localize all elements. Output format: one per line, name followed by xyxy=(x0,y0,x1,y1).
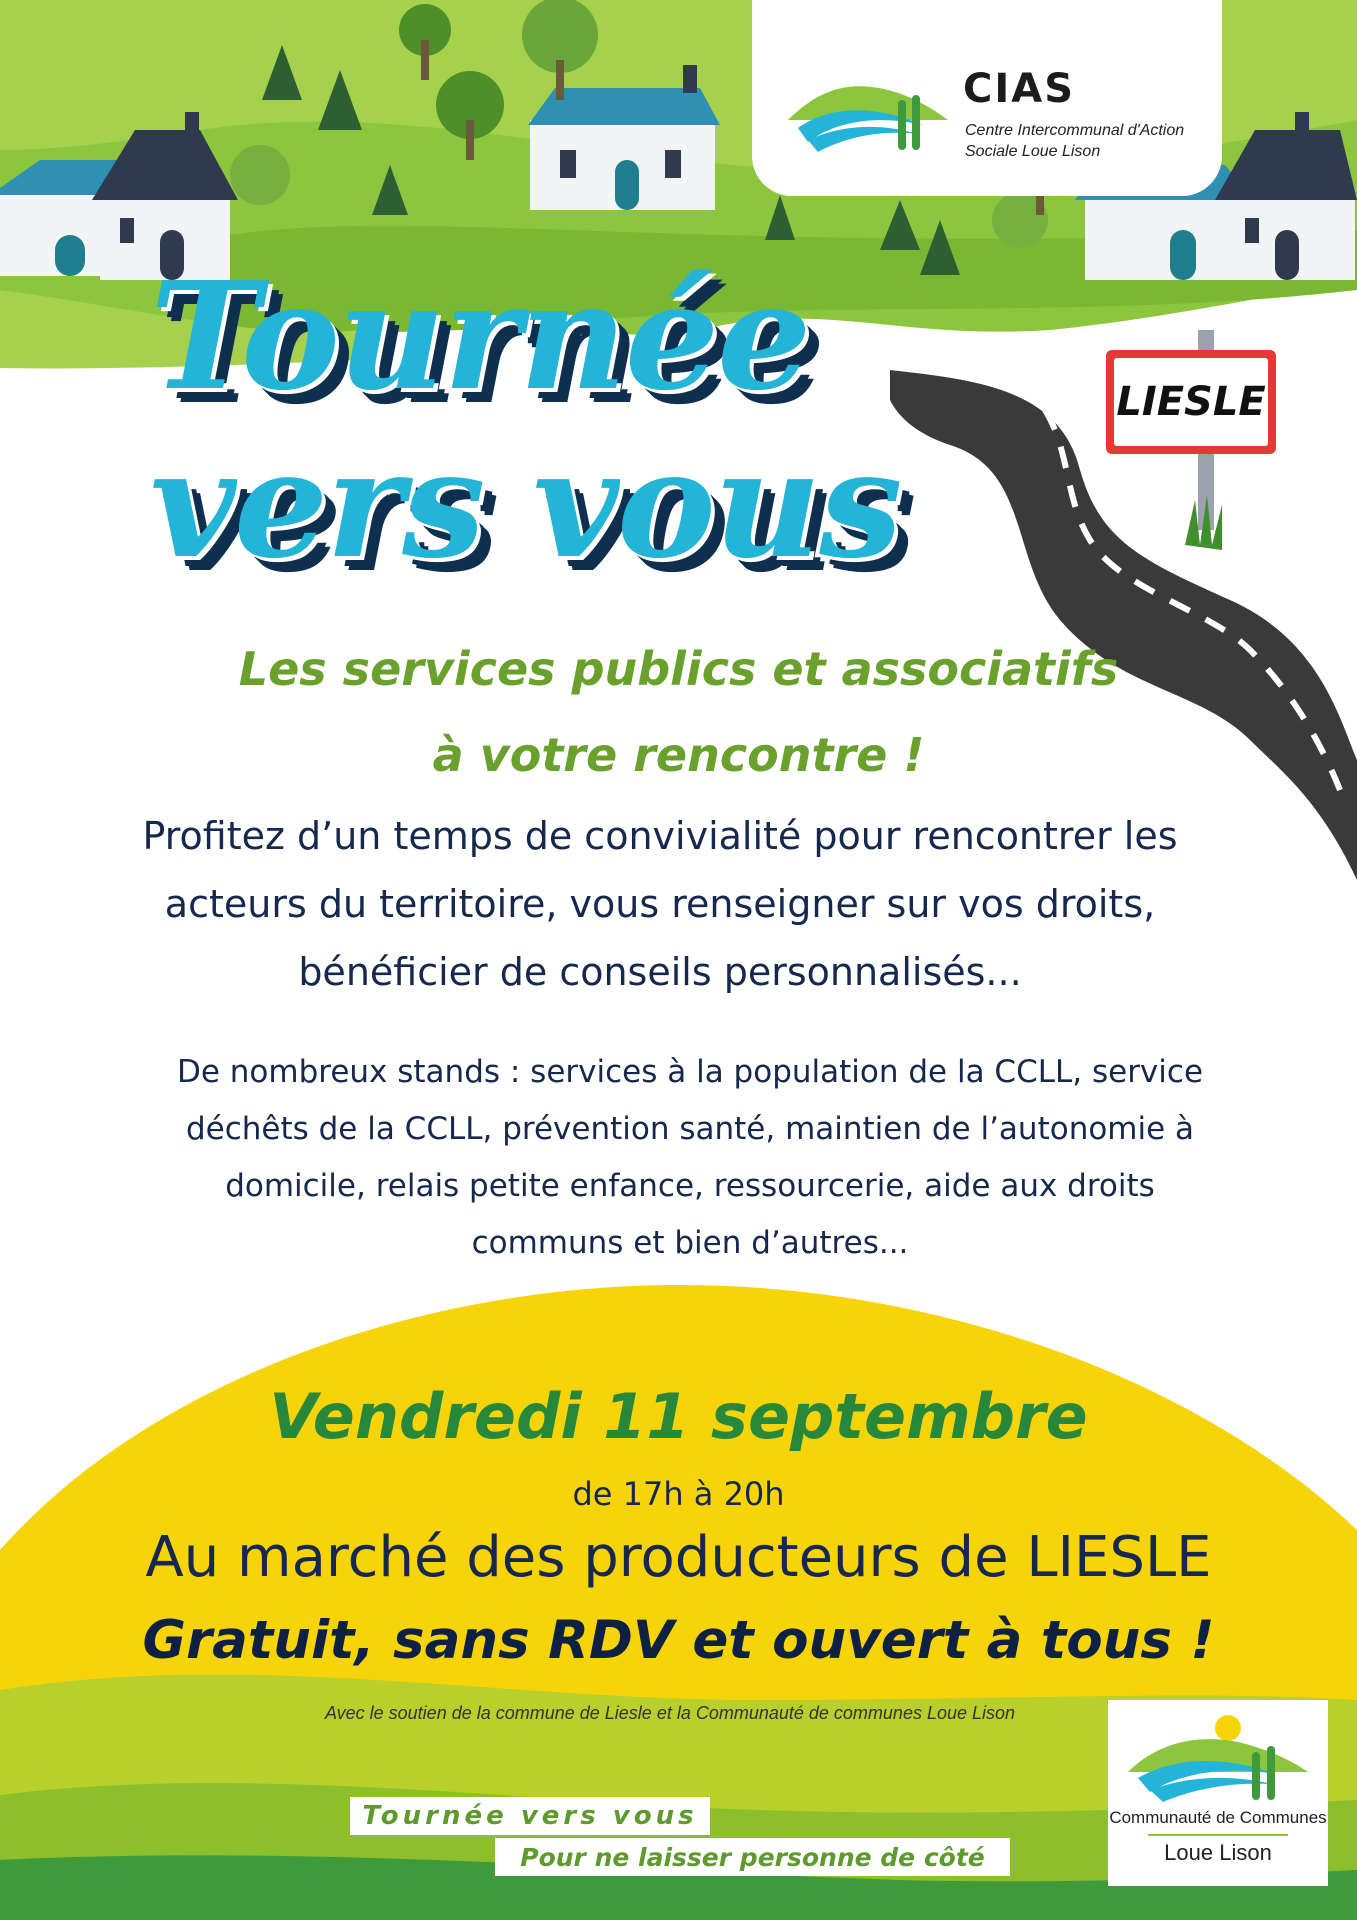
event-hours: de 17h à 20h xyxy=(572,1475,785,1513)
subtitle-line-1: Les services publics et associatifs xyxy=(238,642,1119,696)
stands-line: communs et bien d’autres... xyxy=(471,1225,909,1261)
title-line-2: vers vous xyxy=(150,417,901,591)
intro-line: Profitez d’un temps de convivialité pour rencontrer les xyxy=(142,814,1178,858)
cc-logo-divider xyxy=(1148,1834,1288,1836)
intro-line: acteurs du territoire, vous renseigner sur vos droits, xyxy=(164,882,1156,926)
intro-line: bénéficier de conseils personnalisés... xyxy=(298,950,1022,994)
event-place: Au marché des producteurs de LIESLE xyxy=(145,1525,1212,1590)
event-free-notice: Gratuit, sans RDV et ouvert à tous ! xyxy=(142,1610,1215,1671)
town-sign-label: LIESLE xyxy=(1114,358,1268,446)
intro-paragraph xyxy=(40,802,1280,1006)
title-line-1: Tournée xyxy=(150,249,810,423)
stands-paragraph xyxy=(90,1044,1290,1272)
cias-hills-icon xyxy=(788,70,948,156)
cc-logo-line-1: Communauté de Communes xyxy=(1109,1808,1327,1827)
event-date: Vendredi 11 septembre xyxy=(269,1380,1088,1453)
stands-line: De nombreux stands : services à la population de la CCLL, service xyxy=(176,1054,1204,1090)
tagline-box-1: Tournée vers vous xyxy=(350,1797,710,1835)
stands-line: déchêts de la CCLL, prévention santé, maintien de l’autonomie à xyxy=(185,1111,1195,1147)
subtitle-line-2: à votre rencontre ! xyxy=(432,728,925,782)
cc-logo-line-2: Loue Lison xyxy=(1164,1840,1272,1865)
stands-line: domicile, relais petite enfance, ressourcerie, aide aux droits xyxy=(225,1168,1155,1204)
tagline-box-2: Pour ne laisser personne de côté xyxy=(495,1838,1010,1876)
cc-hills-icon xyxy=(1128,1712,1308,1804)
support-credit: Avec le soutien de la commune de Liesle et la Communauté de communes Loue Lison xyxy=(324,1703,1016,1723)
cias-logo-subtitle: Centre Intercommunal d'Action Sociale Loue Lison xyxy=(965,122,1185,160)
cias-logo-name: CIAS xyxy=(963,66,1076,112)
